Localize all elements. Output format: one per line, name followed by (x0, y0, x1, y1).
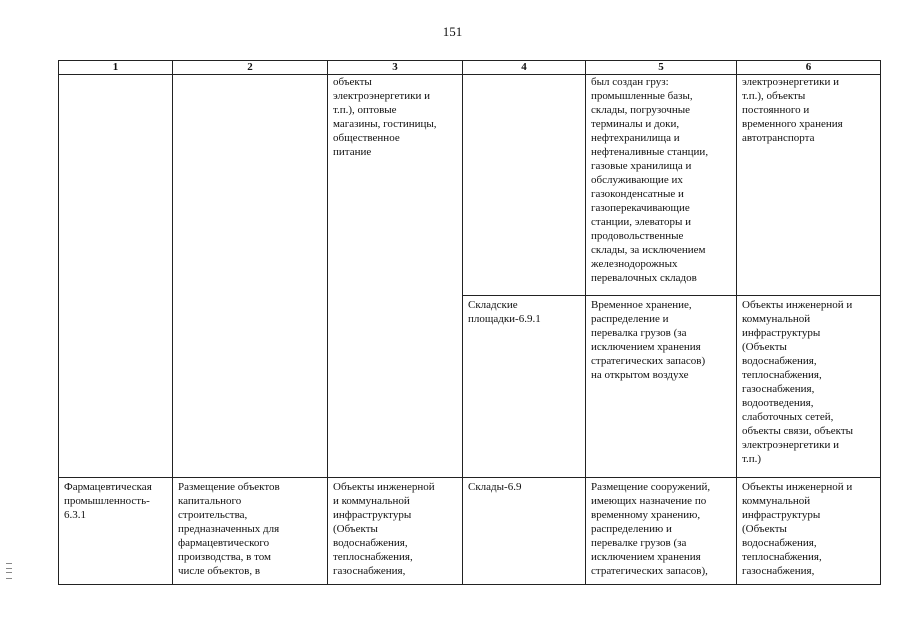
cell-text: Размещение объектов капитального строительства, предназначенных для фармацевтического производства, в том числе объектов, в (178, 481, 280, 577)
table-cell (586, 75, 737, 296)
table-cell (586, 296, 737, 478)
cell-text: Объекты инженерной и коммунальной инфраструктуры (Объекты водоснабжения, теплоснабжения, газоснабжения, (333, 481, 435, 577)
table-cell (737, 75, 881, 296)
table-cell (463, 478, 586, 585)
cell-text: Складские площадки-6.9.1 (468, 299, 541, 325)
table-cell (737, 296, 881, 478)
cell-text: Размещение сооружений, имеющих назначение по временному хранению, распределению и перевалке грузов (за исключением хранения стратегических запасов), (591, 481, 711, 577)
header-col-5: 5 (586, 61, 737, 75)
cell-text: Фармацевтическая промышленность- 6.3.1 (64, 481, 152, 521)
header-col-4: 4 (463, 61, 586, 75)
header-col-6: 6 (737, 61, 881, 75)
scan-margin-mark (6, 563, 12, 579)
table-cell (463, 75, 586, 296)
cell-text: был создан груз: промышленные базы, склады, погрузочные терминалы и доки, нефтехранилища и нефтеналивные станции, газовые хранилища и обслуживающие их газоконденсатные и газоперекачивающие станции, элеваторы и продовольственные склады, за исключением железнодорожных перевалочных складов (591, 76, 709, 284)
table-cell (463, 296, 586, 478)
table-cell (328, 478, 463, 585)
cell-text: Временное хранение, распределение и перевалка грузов (за исключением хранения стратегических запасов) на открытом воздухе (591, 299, 706, 381)
cell-text: электроэнергетики и т.п.), объекты постоянного и временного хранения автотранспорта (742, 76, 843, 144)
table-cell (173, 75, 328, 478)
cell-text: объекты электроэнергетики и т.п.), оптовые магазины, гостиницы, общественное питание (333, 76, 437, 158)
cell-text: Объекты инженерной и коммунальной инфраструктуры (Объекты водоснабжения, теплоснабжения, газоснабжения, (742, 481, 853, 577)
table-cell (59, 75, 173, 478)
page-number: 151 (442, 24, 463, 39)
header-col-3: 3 (328, 61, 463, 75)
table-cell (328, 75, 463, 478)
table-cell (59, 478, 173, 585)
cell-text: Объекты инженерной и коммунальной инфраструктуры (Объекты водоснабжения, теплоснабжения, газоснабжения, водоотведения, слаботочных сетей, объекты связи, объекты электроэнергетики и т.п.) (742, 299, 854, 465)
table-cell (173, 478, 328, 585)
header-col-1: 1 (59, 61, 173, 75)
header-row (59, 61, 881, 75)
regulation-table (58, 60, 881, 585)
cell-text: Склады-6.9 (468, 481, 522, 493)
table-row (59, 75, 881, 296)
table-row (59, 478, 881, 585)
table-cell (586, 478, 737, 585)
header-col-2: 2 (173, 61, 328, 75)
table-cell (737, 478, 881, 585)
